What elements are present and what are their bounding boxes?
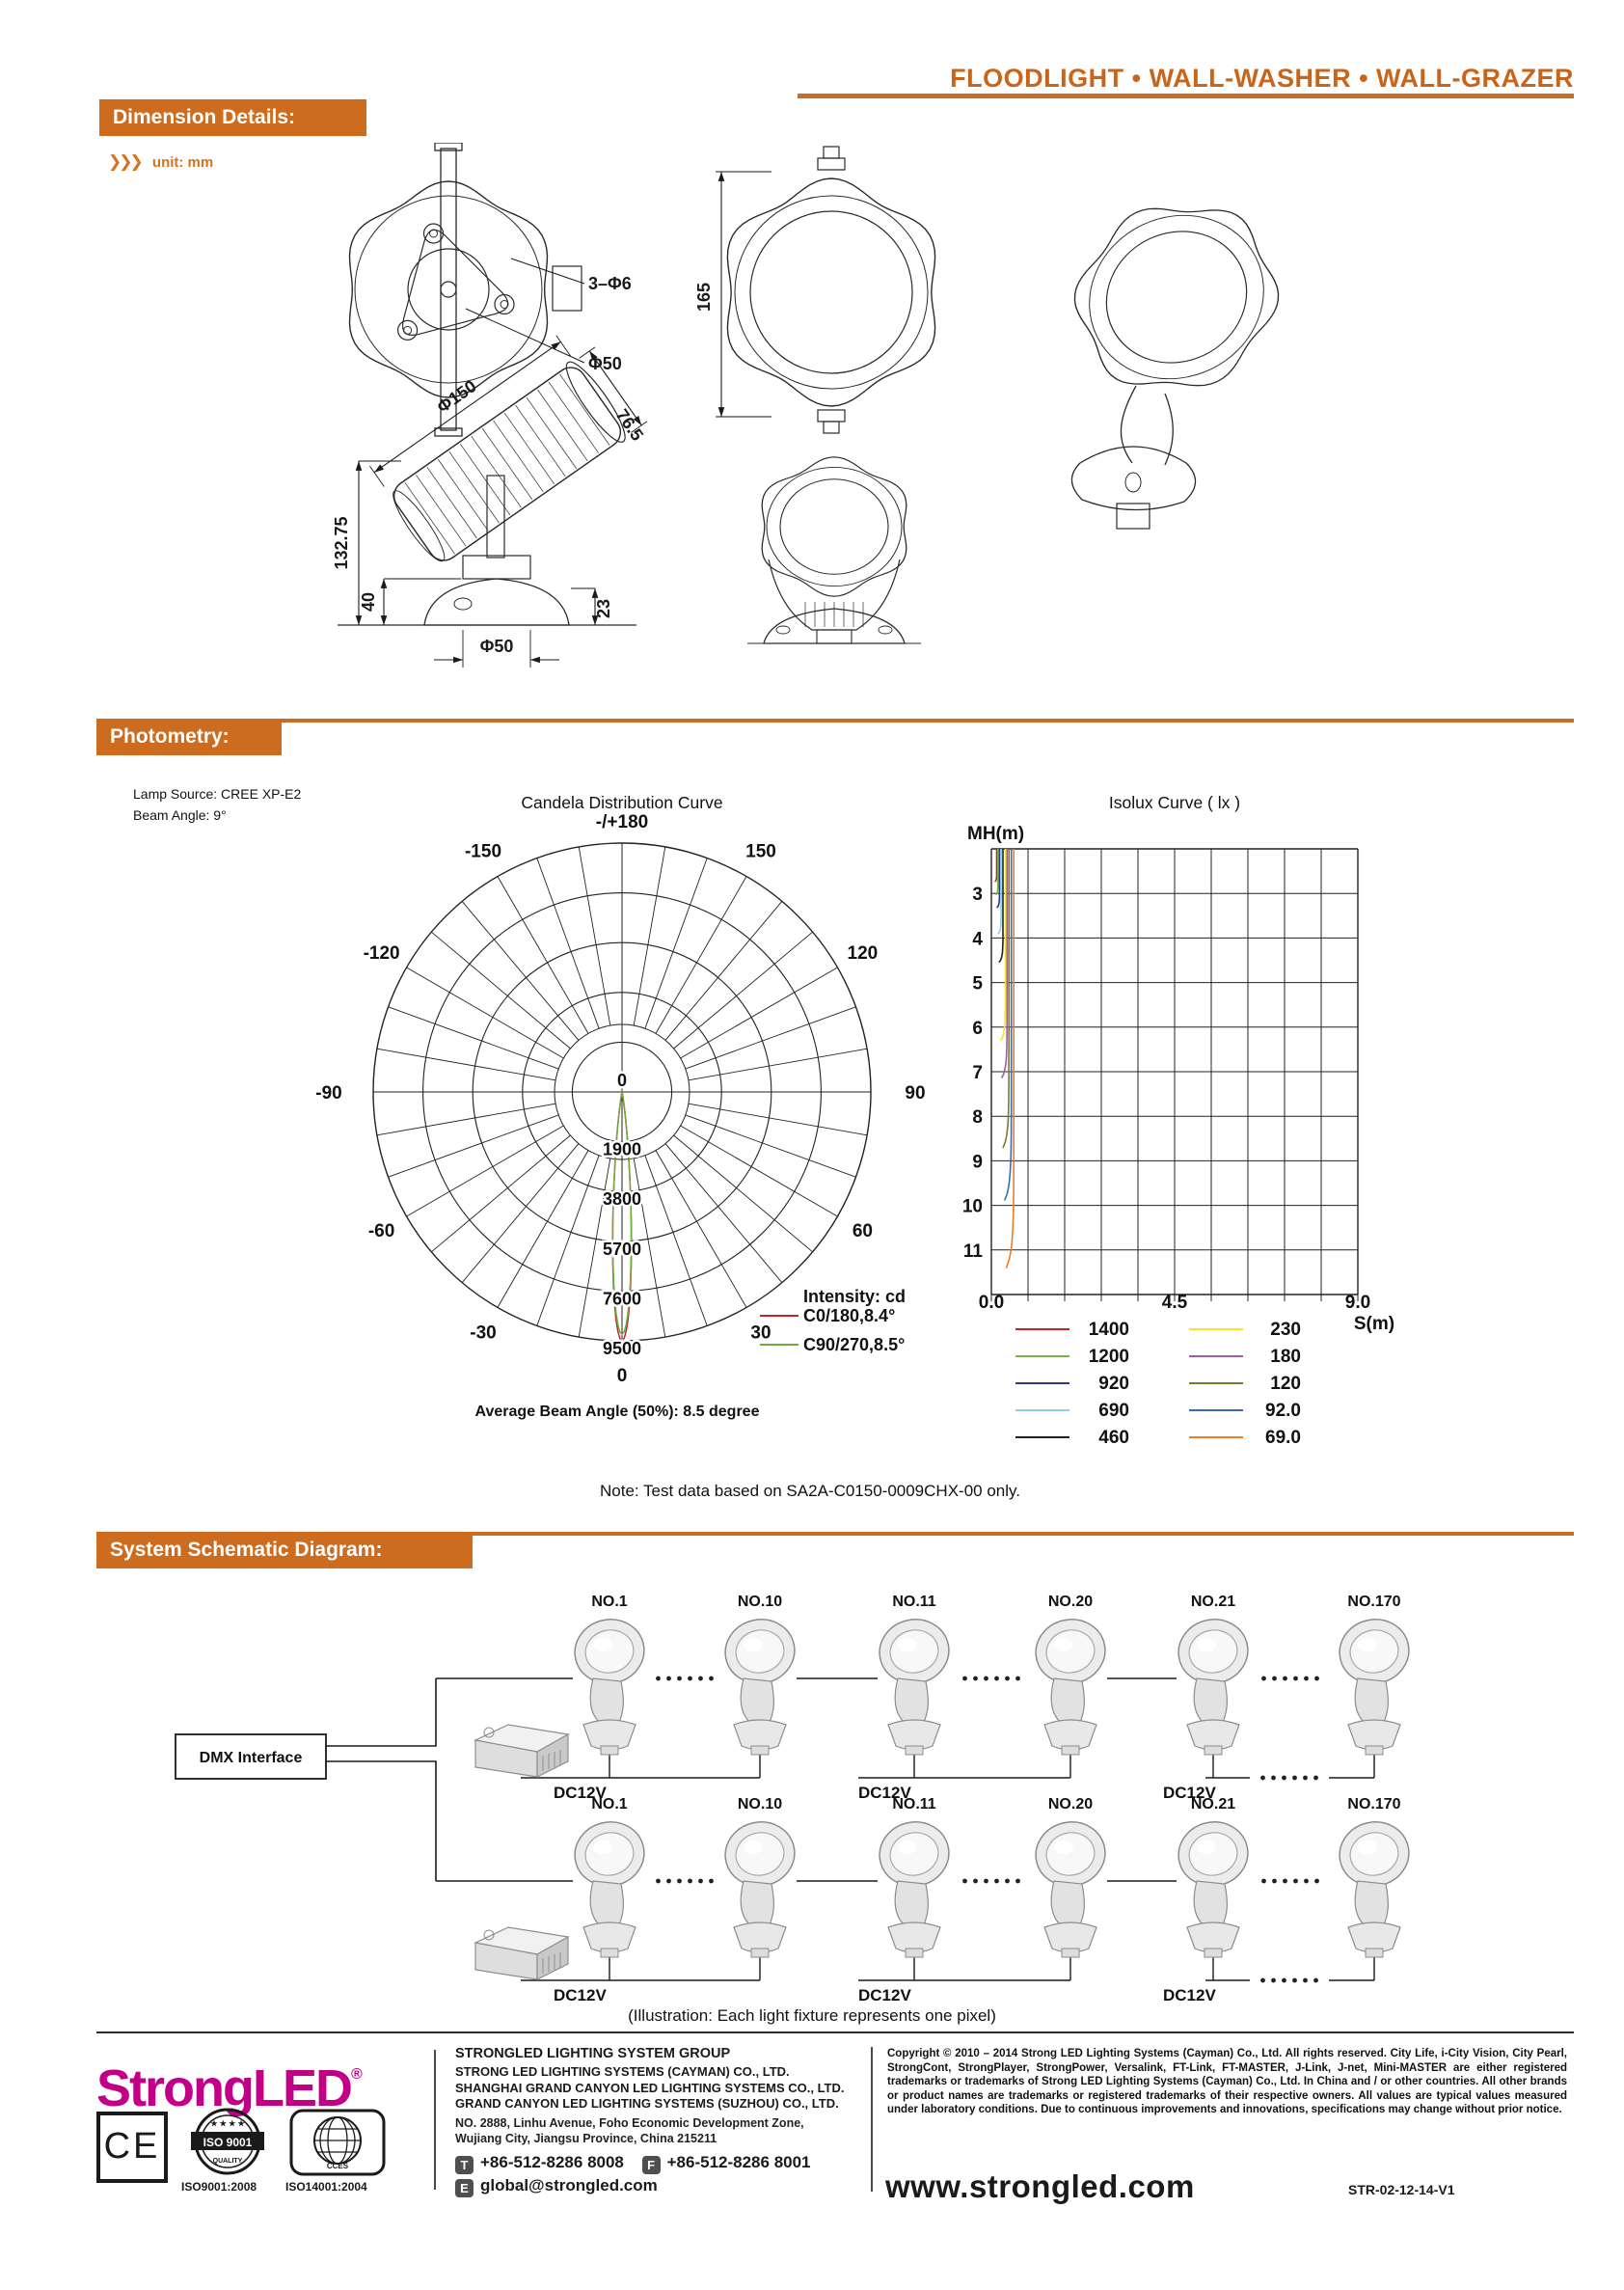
dim-mount-circle: Φ50 (588, 354, 622, 373)
company-line: STRONG LED LIGHTING SYSTEMS (CAYMAN) CO., LTD. (455, 2064, 790, 2079)
isolux-x-tick: 9.0 (1344, 1293, 1371, 1313)
dim-front-height: 165 (694, 282, 714, 313)
polar-legend-entry: C0/180,8.4° (803, 1306, 896, 1325)
footer-divider-2 (871, 2047, 873, 2192)
dimension-drawings (96, 143, 1543, 722)
dim-base-rim: 23 (594, 598, 613, 619)
section-heading-label: Dimension Details: (113, 106, 296, 128)
isolux-legend-entry: 230 (1270, 1320, 1301, 1340)
polar-caption: Average Beam Angle (50%): 8.5 degree (474, 1404, 760, 1420)
dmx-branch-wires (326, 1678, 436, 1881)
fixture-label: NO.170 (1347, 1594, 1401, 1610)
isolux-legend-entry: 120 (1270, 1374, 1301, 1394)
phone-number: +86-512-8286 8008 (480, 2152, 624, 2171)
dim-base-height: 40 (359, 591, 378, 613)
svg-text:★ ★ ★ ★: ★ ★ ★ ★ (210, 2119, 245, 2128)
iso9001-label: ISO9001:2008 (181, 2180, 257, 2194)
fixture-label: NO.11 (892, 1594, 936, 1610)
isolux-chart (950, 772, 1504, 1466)
isolux-ylabel: MH(m) (967, 824, 1025, 844)
light-fixture (719, 1815, 800, 1957)
section-heading-schematic (96, 1532, 473, 1568)
power-supply (475, 1725, 568, 1777)
group-title: STRONGLED LIGHTING SYSTEM GROUP (455, 2046, 731, 2061)
iso14001-label: ISO14001:2004 (285, 2180, 367, 2194)
fixture-label: NO.11 (892, 1796, 936, 1813)
system-schematic (96, 1572, 1543, 2031)
registered-mark: ® (350, 2066, 363, 2083)
footer-rule (96, 2031, 1574, 2033)
drawing-back-view (350, 143, 632, 436)
ce-mark-icon: CE (96, 2112, 168, 2183)
email-icon: E (455, 2179, 474, 2197)
isolux-legend-entry: 690 (1098, 1401, 1129, 1421)
page-title: FLOODLIGHT • WALL-WASHER • WALL-GRAZER (950, 64, 1574, 93)
light-fixture (569, 1815, 650, 1957)
iso9001-badge-icon (189, 2107, 266, 2178)
footer-company-block (455, 2045, 870, 2197)
polar-angle-tick: 0 (616, 1366, 628, 1386)
polar-radial-tick: 1900 (602, 1139, 642, 1159)
company-line: SHANGHAI GRAND CANYON LED LIGHTING SYSTEMS CO., LTD. (455, 2080, 845, 2095)
light-fixture (1030, 1613, 1111, 1755)
schematic-caption: (Illustration: Each light fixture represents one pixel) (628, 2006, 996, 2025)
dim-mount-holes: 3–Φ6 (588, 274, 632, 293)
isolux-legend-entry: 1400 (1088, 1320, 1129, 1340)
polar-angle-tick: -90 (315, 1083, 342, 1104)
document-code: STR-02-12-14-V1 (1348, 2182, 1455, 2197)
light-fixture (874, 1613, 955, 1755)
polar-title: Candela Distribution Curve (521, 793, 723, 812)
polar-angle-tick: -60 (367, 1221, 395, 1241)
section-heading-photometry (96, 719, 282, 755)
section-heading-label: Photometry: (110, 725, 230, 748)
isolux-x-tick: 4.5 (1161, 1293, 1188, 1313)
isolux-title: Isolux Curve ( lx ) (1108, 793, 1241, 812)
polar-angle-tick: -120 (363, 943, 400, 964)
isolux-y-tick: 8 (972, 1107, 983, 1129)
drawing-bottom-front-view (747, 457, 921, 643)
unit-label: ❯❯❯ unit: mm (108, 152, 214, 171)
polar-radial-tick: 0 (616, 1071, 628, 1090)
polar-angle-tick: -30 (470, 1322, 497, 1344)
isolux-y-tick: 9 (972, 1152, 983, 1173)
light-fixture (1173, 1613, 1254, 1755)
isolux-xlabel: S(m) (1353, 1314, 1395, 1334)
beam-angle: Beam Angle: 9° (133, 807, 227, 823)
light-fixture (874, 1815, 955, 1957)
dim-body-depth: 76.5 (611, 405, 648, 445)
isolux-x-tick: 0.0 (978, 1293, 1005, 1313)
drawing-perspective-view (1050, 171, 1304, 529)
website-link[interactable]: www.strongled.com (885, 2168, 1195, 2204)
dc12v-label: DC12V (1163, 1784, 1216, 1802)
polar-radial-tick: 9500 (602, 1339, 642, 1358)
isolux-legend-entry: 1200 (1088, 1347, 1129, 1367)
address-line: NO. 2888, Linhu Avenue, Foho Economic Development Zone, (455, 2115, 804, 2130)
polar-angle-tick: -/+180 (595, 812, 649, 832)
isolux-y-tick: 7 (972, 1063, 983, 1083)
isolux-y-tick: 11 (962, 1240, 983, 1262)
isolux-legend-entry: 180 (1270, 1347, 1301, 1367)
light-fixture (569, 1613, 650, 1755)
isolux-y-tick: 3 (972, 885, 983, 906)
candela-distribution-chart (299, 779, 955, 1455)
isolux-legend-entry: 460 (1098, 1428, 1129, 1448)
isolux-legend-entry: 69.0 (1265, 1428, 1301, 1448)
svg-text:ISO 9001: ISO 9001 (203, 2136, 253, 2149)
polar-radial-tick: 5700 (602, 1239, 642, 1259)
fixture-label: NO.10 (737, 1796, 783, 1813)
isolux-y-tick: 5 (972, 973, 983, 995)
copyright-text: Copyright © 2010 – 2014 Strong LED Lighting Systems (Cayman) Co., Ltd. All rights reserved. City Life, i-City Vision, City Pearl, StrongCont, StrongPlayer, StrongPower, Versalink, FT-Link, FT-MASTER, J-Link, J-net, Mini-MASTER are either registered trademarks or trademarks of Strong LED Lighting Systems (Cayman) Co., Ltd. In China and / or other countries. All other brands or product names are trademarks or registered trademarks of their respective owners. All values are typical values measured under laboratory conditions. Due to continuous improvements and innovations, specifications may change without prior notice. (887, 2048, 1567, 2116)
section-heading-label: System Schematic Diagram: (110, 1539, 383, 1561)
footer-divider-1 (434, 2050, 436, 2190)
dmx-interface-label: DMX Interface (199, 1750, 303, 1766)
svg-text:QUALITY: QUALITY (212, 2158, 243, 2165)
isolux-curve (995, 849, 997, 882)
dc12v-label: DC12V (858, 1784, 911, 1802)
fixture-label: NO.20 (1047, 1594, 1094, 1610)
chevrons-icon: ❯❯❯ (108, 152, 141, 171)
fixture-label: NO.21 (1190, 1594, 1236, 1610)
polar-radial-tick: 7600 (602, 1289, 642, 1309)
isolux-y-tick: 6 (972, 1018, 983, 1039)
fax-number: +86-512-8286 8001 (666, 2152, 811, 2171)
test-data-note: Note: Test data based on SA2A-C0150-0009CHX-00 only. (600, 1482, 1020, 1500)
polar-angle-tick: 120 (847, 943, 879, 964)
fixture-label: NO.21 (1190, 1796, 1236, 1813)
polar-angle-tick: 150 (745, 841, 776, 862)
fixture-label: NO.1 (591, 1594, 628, 1610)
light-fixture (1173, 1815, 1254, 1957)
svg-text:CCES: CCES (326, 2162, 349, 2170)
light-fixture (1334, 1815, 1415, 1957)
polar-angle-tick: -150 (464, 841, 502, 862)
dc12v-label: DC12V (858, 1986, 911, 2004)
lamp-source-label (133, 783, 301, 826)
isolux-y-tick: 4 (972, 929, 983, 950)
dim-overall-height: 132.75 (332, 516, 351, 570)
dim-body-dia: Φ150 (433, 376, 480, 418)
isolux-legend-entry: 920 (1098, 1374, 1129, 1394)
power-supply (475, 1927, 568, 1979)
polar-radial-tick: 3800 (602, 1189, 642, 1210)
fixture-label: NO.20 (1047, 1796, 1094, 1813)
light-fixture (719, 1613, 800, 1755)
email-address: global@strongled.com (480, 2175, 658, 2195)
company-line: GRAND CANYON LED LIGHTING SYSTEMS (SUZHOU) CO., LTD. (455, 2096, 839, 2111)
polar-angle-tick: 90 (905, 1083, 926, 1104)
iso14001-globe-icon (289, 2109, 386, 2178)
dim-base-neck: Φ50 (479, 637, 514, 656)
strongled-logo: StrongLED® (96, 2059, 363, 2117)
fixture-label: NO.1 (591, 1796, 628, 1813)
isolux-legend-entry: 92.0 (1265, 1401, 1301, 1421)
phone-icon: T (455, 2156, 474, 2174)
fixture-label: NO.10 (737, 1594, 783, 1610)
section-heading-dimension-details (99, 99, 366, 136)
light-fixture (1030, 1815, 1111, 1957)
lamp-source: Lamp Source: CREE XP-E2 (133, 786, 302, 802)
address-line: Wujiang City, Jiangsu Province, China 215211 (455, 2131, 717, 2145)
polar-legend-title: Intensity: cd (803, 1287, 907, 1306)
header-rule (798, 94, 1574, 98)
polar-angle-tick: 30 (750, 1322, 771, 1344)
drawing-front-view (694, 147, 935, 433)
light-fixture (1334, 1613, 1415, 1755)
isolux-y-tick: 10 (961, 1196, 983, 1217)
dc12v-label: DC12V (554, 1986, 607, 2004)
polar-legend-entry: C90/270,8.5° (803, 1335, 906, 1354)
dc12v-label: DC12V (1163, 1986, 1216, 2004)
fax-icon: F (642, 2156, 661, 2174)
dc12v-label: DC12V (554, 1784, 607, 1802)
polar-angle-tick: 60 (852, 1221, 873, 1241)
photometry-rule (96, 719, 1574, 722)
fixture-label: NO.170 (1347, 1796, 1401, 1813)
